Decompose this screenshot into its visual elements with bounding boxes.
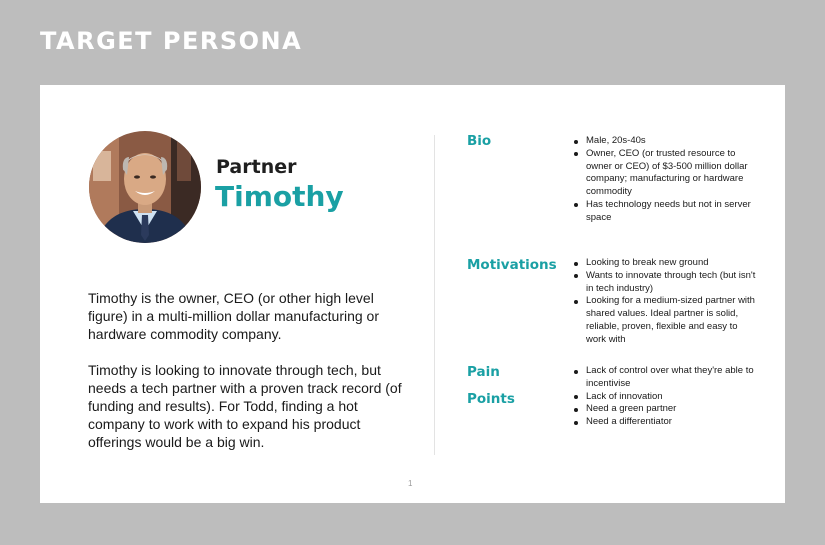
persona-description-2: Timothy is looking to innovate through tech, but needs a tech partner with a proven track record (of funding and results). For Todd, finding a hot company to work with to expand his product offerings would be a big win. — [88, 362, 402, 450]
list-item: Need a green partner — [586, 403, 756, 416]
list-item: Looking to break new ground — [586, 257, 756, 270]
page-number: 1 — [408, 479, 413, 488]
list-item: Lack of innovation — [586, 391, 756, 404]
motivations-list — [586, 257, 756, 347]
persona-photo — [89, 131, 201, 243]
list-item: Male, 20s-40s — [586, 135, 756, 148]
bio-heading: Bio — [467, 133, 492, 149]
pain-points-list — [586, 365, 756, 429]
list-item: Owner, CEO (or trusted resource to owner or CEO) of $3-500 million dollar company; manufacturing or hardware commodity — [586, 148, 756, 199]
persona-card — [40, 85, 785, 503]
bio-list — [586, 135, 756, 225]
motivations-heading: Motivations — [467, 257, 557, 273]
list-item: Need a differentiator — [586, 416, 756, 429]
list-item: Has technology needs but not in server space — [586, 199, 756, 225]
list-item: Looking for a medium-sized partner with shared values. Ideal partner is solid, reliable, proven, flexible and easy to work with — [586, 295, 755, 345]
pain-points-heading-line1: Pain — [467, 364, 500, 380]
page-title: TARGET PERSONA — [40, 27, 303, 55]
pain-points-heading — [467, 359, 515, 413]
list-item: Wants to innovate through tech (but isn't in tech industry) — [586, 269, 756, 294]
persona-name: Timothy — [215, 180, 344, 213]
pain-points-heading-line2: Points — [467, 391, 515, 407]
list-item: Lack of control over what they're able to incentivise — [586, 365, 756, 391]
persona-role: Partner — [216, 156, 297, 178]
persona-description-1: Timothy is the owner, CEO (or other high level figure) in a multi-million dollar manufacturing or hardware commodity company. — [88, 290, 380, 342]
column-divider — [434, 135, 435, 455]
